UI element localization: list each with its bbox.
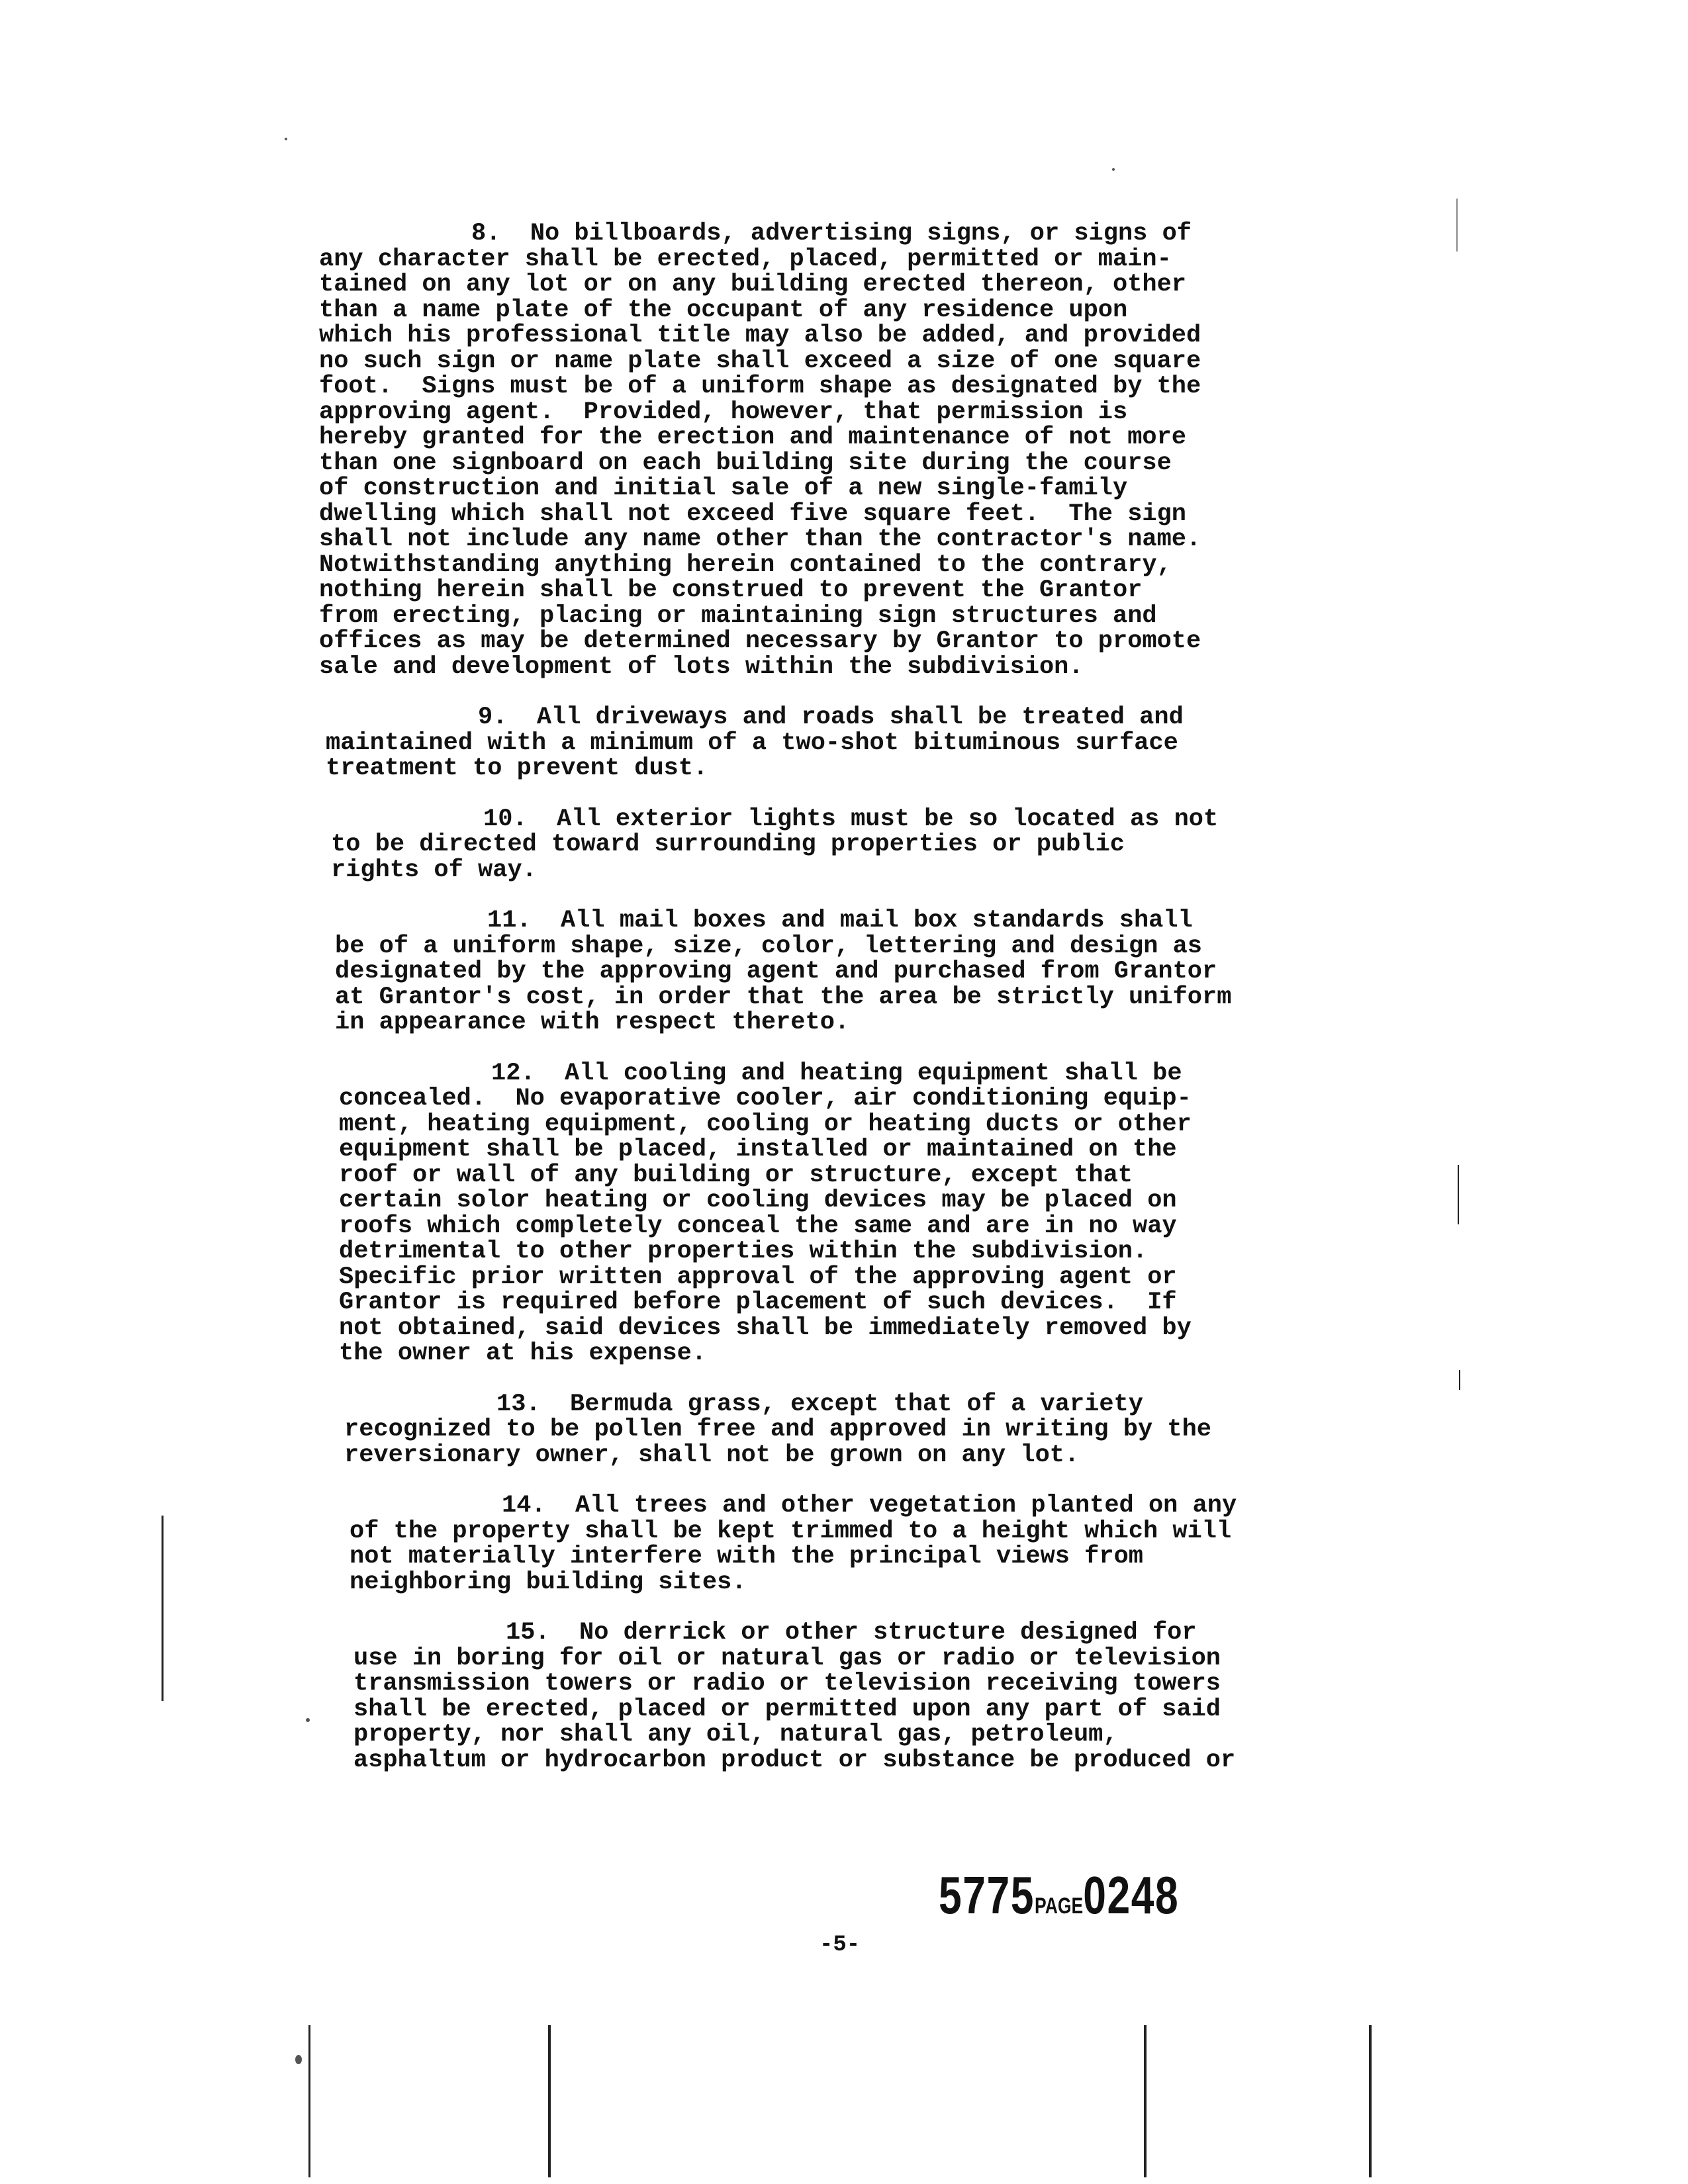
text-line: tained on any lot or on any building erected thereon, other: [319, 271, 1187, 298]
paragraph-12: [339, 1061, 1312, 1367]
paragraph-10: [331, 807, 1312, 884]
text-line: roofs which completely conceal the same and are in no way: [339, 1212, 1177, 1240]
text-line: than one signboard on each building site during the course: [319, 449, 1172, 477]
text-line: detrimental to other properties within the subdivision.: [339, 1238, 1148, 1265]
text-line: in appearance with respect thereto.: [335, 1009, 850, 1036]
text-line: to be directed toward surrounding properties or public: [331, 831, 1125, 858]
text-line: treatment to prevent dust.: [326, 754, 708, 782]
text-line: Specific prior written approval of the approving agent or: [339, 1263, 1177, 1291]
text-line: any character shall be erected, placed, permitted or main-: [319, 245, 1172, 273]
text-line: not materially interfere with the principal views from: [350, 1543, 1143, 1570]
text-line: Grantor is required before placement of such devices. If: [339, 1289, 1177, 1316]
scan-speck: [285, 138, 287, 140]
paragraph-9: [326, 705, 1312, 782]
paragraph-13: [344, 1392, 1312, 1469]
text-line: sale and development of lots within the subdivision.: [319, 653, 1084, 681]
text-line: roof or wall of any building or structure, except that: [339, 1161, 1133, 1189]
document-body: [319, 221, 1312, 1798]
text-line: 9. All driveways and roads shall be treated and: [478, 704, 1184, 731]
text-line: maintained with a minimum of a two-shot bituminous surface: [326, 729, 1178, 757]
text-line: from erecting, placing or maintaining sign structures and: [319, 602, 1157, 630]
text-line: 15. No derrick or other structure designed for: [506, 1619, 1197, 1647]
text-line: equipment shall be placed, installed or maintained on the: [339, 1136, 1177, 1163]
text-line: no such sign or name plate shall exceed a size of one square: [319, 347, 1201, 375]
scan-mark: [1459, 1370, 1460, 1390]
scan-mark: [308, 2025, 310, 2177]
scan-mark: [1369, 2025, 1372, 2177]
recording-stamp: [939, 1865, 1179, 1926]
stamp-book: 5775: [939, 1866, 1035, 1925]
scan-mark: [1456, 199, 1458, 251]
text-line: approving agent. Provided, however, that permission is: [319, 398, 1128, 426]
paragraph-14: [350, 1493, 1312, 1595]
text-line: than a name plate of the occupant of any residence upon: [319, 296, 1128, 324]
text-line: offices as may be determined necessary by Grantor to promote: [319, 627, 1201, 655]
scan-mark: [1144, 2025, 1147, 2177]
text-line: hereby granted for the erection and maintenance of not more: [319, 424, 1187, 451]
text-line: Notwithstanding anything herein contained to the contrary,: [319, 551, 1172, 579]
text-line: concealed. No evaporative cooler, air conditioning equip-: [339, 1085, 1192, 1113]
scan-mark: [548, 2025, 551, 2177]
scan-speck: [306, 1718, 310, 1722]
text-line: reversionary owner, shall not be grown on any lot.: [344, 1441, 1080, 1469]
text-line: the owner at his expense.: [339, 1340, 707, 1367]
text-line: nothing herein shall be construed to prevent the Grantor: [319, 576, 1143, 604]
text-line: be of a uniform shape, size, color, lettering and design as: [335, 932, 1203, 960]
text-line: designated by the approving agent and purchased from Grantor: [335, 958, 1217, 985]
text-line: shall be erected, placed or permitted upon any part of said: [353, 1695, 1221, 1723]
stamp-page: 0248: [1083, 1866, 1180, 1925]
text-line: rights of way.: [331, 856, 537, 884]
page-number: -5-: [820, 1933, 861, 1958]
text-line: 11. All mail boxes and mail box standards shall: [487, 907, 1193, 934]
scan-speck: [295, 2055, 302, 2064]
text-line: 12. All cooling and heating equipment shall be: [491, 1059, 1182, 1087]
text-line: 8. No billboards, advertising signs, or signs of: [471, 220, 1192, 248]
paragraph-15: [353, 1620, 1312, 1773]
scan-speck: [1112, 168, 1115, 171]
text-line: ment, heating equipment, cooling or heating ducts or other: [339, 1110, 1192, 1138]
stamp-page-label: PAGE: [1035, 1893, 1084, 1919]
text-line: foot. Signs must be of a uniform shape as designated by the: [319, 373, 1201, 400]
text-line: 14. All trees and other vegetation planted on any: [502, 1492, 1237, 1520]
text-line: asphaltum or hydrocarbon product or substance be produced or: [353, 1746, 1236, 1774]
text-line: property, nor shall any oil, natural gas, petroleum,: [353, 1721, 1118, 1749]
text-line: transmission towers or radio or television receiving towers: [353, 1670, 1221, 1698]
text-line: 10. All exterior lights must be so located as not: [483, 805, 1219, 833]
text-line: not obtained, said devices shall be immediately removed by: [339, 1314, 1192, 1342]
text-line: of construction and initial sale of a new single-family: [319, 475, 1128, 502]
text-line: use in boring for oil or natural gas or radio or television: [353, 1644, 1221, 1672]
text-line: certain solor heating or cooling devices may be placed on: [339, 1187, 1177, 1214]
text-line: of the property shall be kept trimmed to a height which will: [350, 1517, 1232, 1545]
text-line: recognized to be pollen free and approved in writing by the: [344, 1416, 1212, 1443]
text-line: shall not include any name other than the contractor's name.: [319, 525, 1201, 553]
paragraph-8: [319, 221, 1312, 680]
text-line: neighboring building sites.: [350, 1568, 747, 1596]
text-line: 13. Bermuda grass, except that of a variety: [496, 1390, 1143, 1418]
scan-mark: [1458, 1165, 1459, 1224]
text-line: which his professional title may also be added, and provided: [319, 322, 1201, 349]
scan-mark: [162, 1516, 164, 1701]
text-line: dwelling which shall not exceed five square feet. The sign: [319, 500, 1187, 528]
text-line: at Grantor's cost, in order that the area be strictly uniform: [335, 983, 1232, 1011]
paragraph-11: [335, 908, 1312, 1036]
